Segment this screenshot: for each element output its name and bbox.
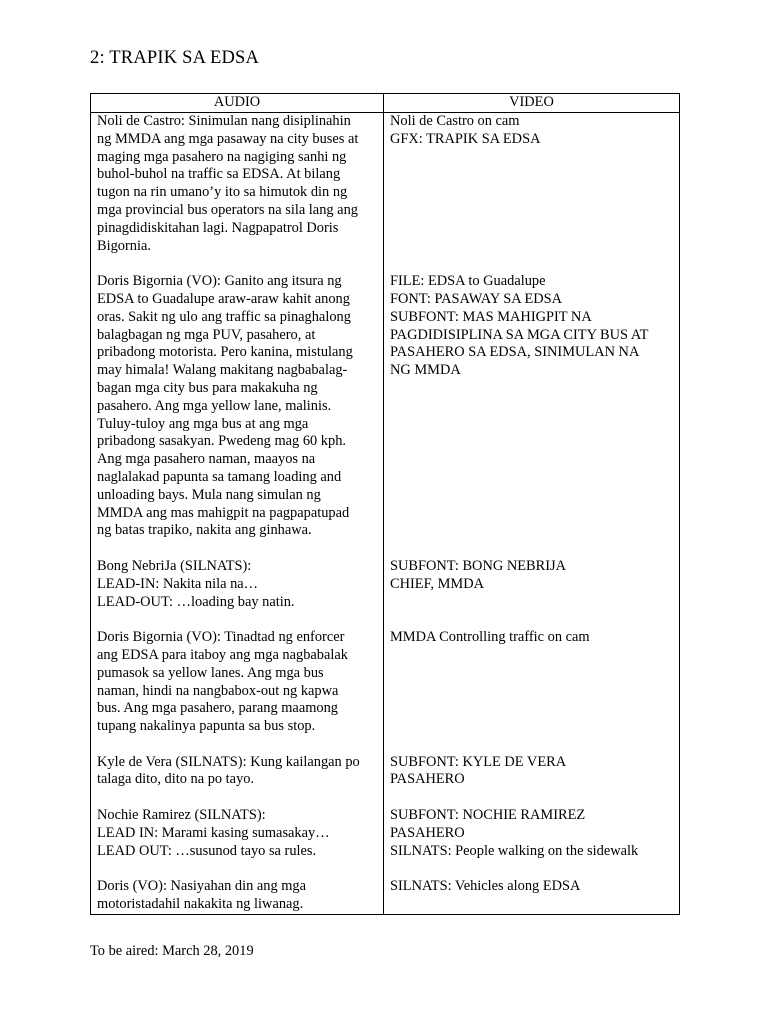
video-header: VIDEO [384,94,680,113]
video-block: MMDA Controlling traffic on cam [390,628,590,645]
video-block: SUBFONT: KYLE DE VERA PASAHERO [390,753,567,788]
video-block: SUBFONT: NOCHIE RAMIREZ PASAHERO SILNATS: People walking on the sidewalk [390,806,639,859]
table-header-row [91,94,680,113]
audio-block: Noli de Castro: Sinimulan nang disiplinahin ng MMDA ang mga pasaway na city buses at maging mga pasahero na nagiging sanhi ng buhol-buhol na traffic sa EDSA. At bilang tugon na rin umano’y ito sa himutok din ng mga provincial bus operators na sila lang ang pinagdidiskitahan lagi. Nagpapatrol Doris Bigornia. [97,113,359,254]
video-block: SILNATS: Vehicles along EDSA [390,878,581,895]
page-title: 2: TRAPIK SA EDSA [90,48,260,68]
video-block: Noli de Castro on cam GFX: TRAPIK SA EDSA [390,113,541,147]
audio-header: AUDIO [91,94,384,113]
audio-block: Nochie Ramirez (SILNATS): LEAD IN: Marami kasing sumasakay… LEAD OUT: …susunod tayo sa rules. [97,807,330,859]
audio-block: Doris Bigornia (VO): Tinadtad ng enforcer ang EDSA para itaboy ang mga nagbabalak pumasok sa yellow lanes. Ang mga bus naman, hindi na nangbabox-out ng kapwa bus. Ang mga pasahero, parang maamong tupang nakalinya papunta sa bus stop. [97,629,348,735]
video-block: FILE: EDSA to Guadalupe FONT: PASAWAY SA EDSA SUBFONT: MAS MAHIGPIT NA PAGDIDISIPLINA SA MGA CITY BUS AT PASAHERO SA EDSA, SINIMULAN NA NG MMDA [390,273,649,379]
audio-block: Doris (VO): Nasiyahan din ang mga motoristadahil nakakita ng liwanag. [97,878,307,913]
video-block: SUBFONT: BONG NEBRIJA CHIEF, MMDA [390,557,566,592]
audio-block: Kyle de Vera (SILNATS): Kung kailangan po talaga dito, dito na po tayo. [97,753,360,788]
audio-block: Doris Bigornia (VO): Ganito ang itsura ng EDSA to Guadalupe araw-araw kahit anong oras. Sakit ng ulo ang traffic sa pinaghalong balagbagan ng mga PUV, pasahero, at pribadong motorista. Pero kanina, mistulang may himala! Walang makitang nagbabalag- bagan mga city bus para makakuha ng pasahero. Ang mga yellow lane, malinis. Tuluy-tuloy ang mga bus at ang mga pribadong sasakyan. Pwedeng mag 60 kph. Ang mga pasahero naman, maayos na naglalakad papunta sa tamang loading and unloading bays. Mula nang simulan ng MMDA ang mas mahigpit na pagpapatupad ng batas trapiko, nakita ang ginhawa. [97,273,353,539]
audio-cell [91,113,384,915]
air-date: To be aired: March 28, 2019 [90,943,254,959]
video-cell [384,113,680,915]
table-row [91,113,680,915]
audio-block: Bong NebriJa (SILNATS): LEAD-IN: Nakita nila na… LEAD-OUT: …loading bay natin. [97,557,295,610]
script-table [90,93,680,915]
